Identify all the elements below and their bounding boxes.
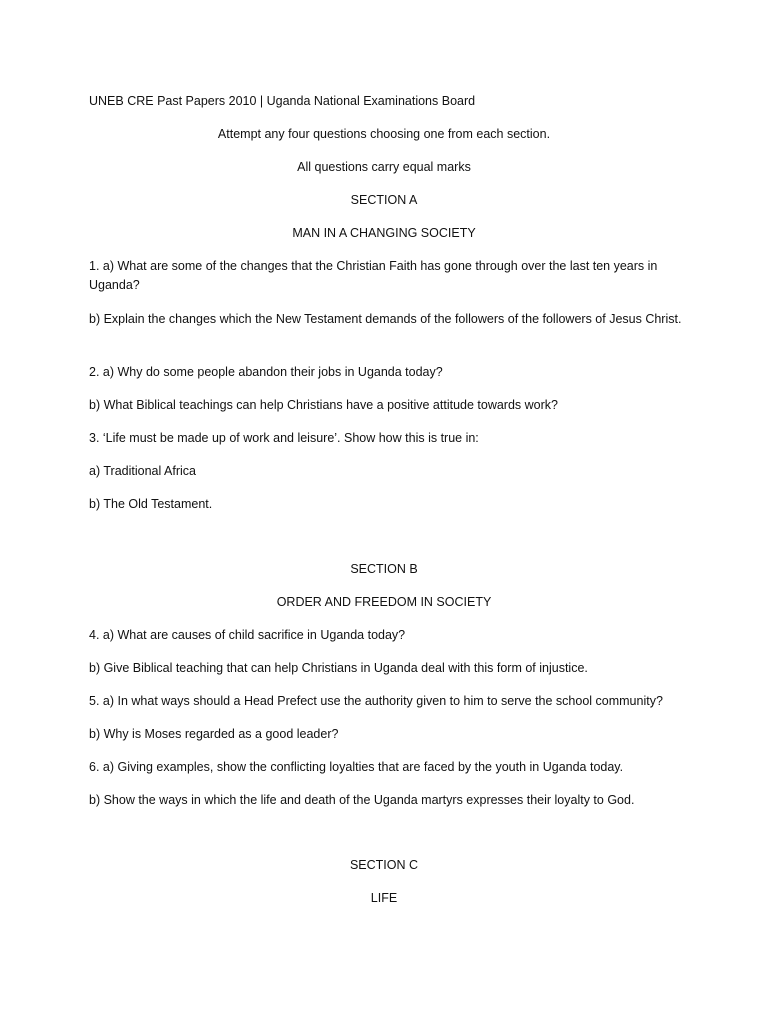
instruction-choose-questions: Attempt any four questions choosing one from each section.	[217, 127, 551, 141]
instruction-equal-marks: All questions carry equal marks	[297, 160, 471, 174]
document-title: UNEB CRE Past Papers 2010 | Uganda National Examinations Board	[89, 94, 476, 108]
question-2a: 2. a) Why do some people abandon their jobs in Uganda today?	[89, 365, 443, 379]
section-a-heading: SECTION A	[350, 193, 418, 207]
question-5b: b) Why is Moses regarded as a good leader?	[89, 727, 339, 741]
question-1b: b) Explain the changes which the New Testament demands of the followers of the followers of Jesus Christ.	[89, 312, 682, 326]
question-4a: 4. a) What are causes of child sacrifice in Uganda today?	[89, 628, 406, 642]
question-2b: b) What Biblical teachings can help Christians have a positive attitude towards work?	[89, 398, 558, 412]
question-4b: b) Give Biblical teaching that can help Christians in Uganda deal with this form of injustice.	[89, 661, 588, 675]
question-6a: 6. a) Giving examples, show the conflicting loyalties that are faced by the youth in Uganda today.	[89, 760, 624, 774]
question-5a: 5. a) In what ways should a Head Prefect use the authority given to him to serve the school community?	[89, 694, 663, 708]
section-b-subheading: ORDER AND FREEDOM IN SOCIETY	[276, 595, 492, 609]
question-3b: b) The Old Testament.	[89, 497, 213, 511]
question-3a: a) Traditional Africa	[89, 464, 196, 478]
section-c-heading: SECTION C	[349, 858, 419, 872]
section-b-heading: SECTION B	[350, 562, 418, 576]
question-3: 3. ‘Life must be made up of work and leisure’. Show how this is true in:	[89, 431, 479, 445]
question-6b: b) Show the ways in which the life and death of the Uganda martyrs expresses their loyalty to God.	[89, 793, 635, 807]
question-1a: 1. a) What are some of the changes that the Christian Faith has gone through over the last ten years in Uganda?	[89, 259, 658, 292]
section-c-subheading: LIFE	[370, 891, 398, 905]
section-a-subheading: MAN IN A CHANGING SOCIETY	[292, 226, 476, 240]
